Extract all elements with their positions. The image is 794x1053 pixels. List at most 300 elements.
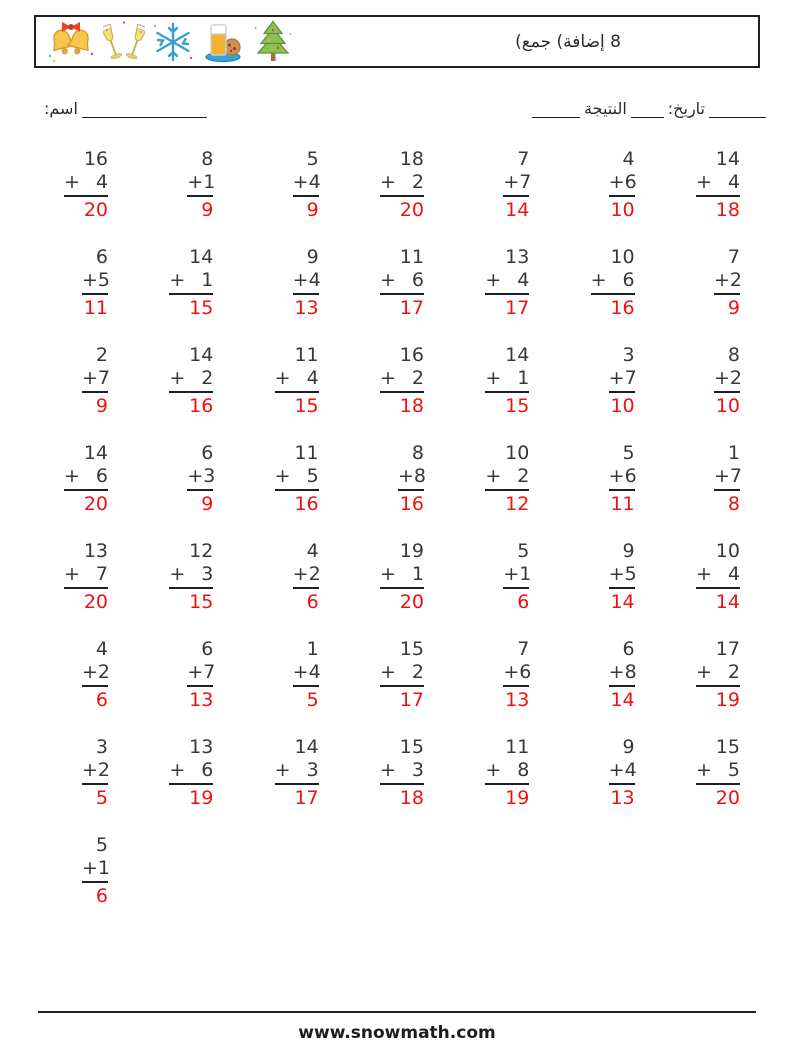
- top-addend: 2: [95, 344, 108, 366]
- top-addend: 5: [306, 148, 319, 170]
- problem-cell: [62, 442, 108, 515]
- answer-value: 17: [294, 787, 319, 809]
- answer-value: 19: [715, 689, 740, 711]
- top-addend: 17: [715, 638, 740, 660]
- answer-value: 9: [727, 297, 740, 319]
- addition-problem: [187, 638, 216, 712]
- plus-sign: +: [82, 269, 98, 291]
- second-addend: 7: [95, 563, 108, 585]
- problem-cell: [167, 246, 213, 319]
- top-addend: 7: [727, 246, 740, 268]
- operator-row: [485, 367, 529, 390]
- second-addend: 6: [201, 759, 214, 781]
- plus-sign: +: [608, 367, 625, 389]
- problem-cell: [273, 344, 319, 417]
- result-blank-line: [532, 101, 580, 118]
- plus-sign: +: [274, 759, 291, 781]
- second-addend: 1: [201, 269, 214, 291]
- problem-cell: [167, 540, 213, 613]
- operator-row: [591, 269, 635, 292]
- operator-row: [609, 759, 635, 782]
- answer-value: 6: [306, 591, 319, 613]
- problem-cell: [167, 148, 216, 221]
- problem-cell: [589, 246, 635, 319]
- plus-sign: +: [82, 661, 98, 683]
- problem-cell: [378, 540, 424, 613]
- plus-sign: +: [187, 171, 204, 193]
- result-label: النتيجة: [584, 99, 627, 118]
- top-addend: 15: [399, 736, 424, 758]
- second-addend: 5: [727, 759, 740, 781]
- second-addend: 1: [97, 857, 111, 879]
- problem-cell: [62, 246, 111, 319]
- top-addend: 14: [83, 442, 108, 464]
- top-addend: 11: [399, 246, 424, 268]
- plus-sign: +: [379, 171, 396, 193]
- top-addend: 5: [95, 834, 108, 856]
- top-addend: 7: [517, 638, 530, 660]
- operator-row: [64, 465, 108, 488]
- answer-line: [609, 783, 635, 785]
- second-addend: 4: [517, 269, 530, 291]
- second-addend: 2: [308, 563, 321, 585]
- addition-problem: [82, 246, 111, 320]
- plus-sign: +: [292, 563, 309, 585]
- plus-sign: +: [379, 563, 396, 585]
- plus-sign: +: [608, 563, 625, 585]
- answer-line: [380, 195, 424, 197]
- second-addend: 1: [519, 563, 532, 585]
- top-addend: 13: [189, 736, 214, 758]
- addition-problem: [591, 246, 635, 320]
- problem-cell: [167, 344, 213, 417]
- problem-cell: [589, 834, 635, 907]
- answer-line: [696, 685, 740, 687]
- operator-row: [609, 171, 635, 194]
- operator-row: [696, 171, 740, 194]
- operator-row: [696, 661, 740, 684]
- addition-problem: [380, 246, 424, 320]
- top-addend: 6: [95, 246, 108, 268]
- operator-row: [380, 661, 424, 684]
- operator-row: [187, 465, 216, 488]
- plus-sign: +: [64, 171, 80, 193]
- problem-cell: [167, 638, 216, 711]
- operator-row: [64, 563, 108, 586]
- addition-problem: [714, 246, 740, 320]
- addition-problem: [64, 148, 108, 222]
- plus-sign: +: [608, 171, 625, 193]
- plus-sign: +: [695, 171, 712, 193]
- answer-line: [293, 293, 319, 295]
- answer-value: 14: [715, 591, 740, 613]
- answer-value: 20: [83, 199, 108, 221]
- addition-problem: [275, 344, 319, 418]
- plus-sign: +: [590, 269, 607, 291]
- answer-value: 14: [505, 199, 530, 221]
- operator-row: [293, 269, 319, 292]
- second-addend: 5: [306, 465, 319, 487]
- plus-sign: +: [82, 857, 98, 879]
- problem-cell: [273, 540, 319, 613]
- second-addend: 1: [517, 367, 530, 389]
- second-addend: 2: [411, 367, 424, 389]
- problem-cell: [273, 148, 319, 221]
- answer-value: 11: [610, 493, 635, 515]
- top-addend: 5: [622, 442, 635, 464]
- problem-cell: [62, 148, 108, 221]
- operator-row: [275, 367, 319, 390]
- answer-value: 15: [294, 395, 319, 417]
- problem-row: [62, 246, 740, 319]
- second-addend: 2: [517, 465, 530, 487]
- operator-row: [503, 171, 532, 194]
- operator-row: [485, 759, 529, 782]
- top-addend: 12: [189, 540, 214, 562]
- addition-problem: [293, 638, 319, 712]
- addition-problem: [169, 344, 213, 418]
- operator-row: [64, 171, 108, 194]
- addition-problem: [64, 442, 108, 516]
- problem-cell: [589, 344, 635, 417]
- info-row: [40, 92, 766, 118]
- answer-value: 18: [399, 395, 424, 417]
- addition-problem: [609, 442, 635, 516]
- answer-line: [609, 195, 635, 197]
- answer-line: [82, 391, 108, 393]
- second-addend: 5: [624, 563, 637, 585]
- second-addend: 6: [411, 269, 424, 291]
- second-addend: 2: [411, 171, 424, 193]
- answer-value: 16: [399, 493, 424, 515]
- answer-value: 5: [306, 689, 319, 711]
- operator-row: [187, 171, 216, 194]
- top-addend: 14: [715, 148, 740, 170]
- operator-row: [380, 367, 424, 390]
- second-addend: 3: [203, 465, 216, 487]
- problems-grid: [62, 148, 740, 932]
- problem-cell: [378, 148, 424, 221]
- top-addend: 8: [411, 442, 424, 464]
- addition-problem: [696, 638, 740, 712]
- addition-problem: [398, 442, 424, 516]
- problem-cell: [378, 246, 424, 319]
- second-addend: 5: [97, 269, 111, 291]
- addition-problem: [503, 148, 532, 222]
- addition-problem: [293, 148, 319, 222]
- answer-value: 13: [189, 689, 214, 711]
- answer-line: [82, 881, 108, 883]
- second-addend: 6: [624, 465, 637, 487]
- problem-cell: [167, 736, 213, 809]
- answer-line: [169, 391, 213, 393]
- operator-row: [293, 563, 319, 586]
- problem-cell: [62, 834, 111, 907]
- addition-problem: [696, 540, 740, 614]
- addition-problem: [696, 148, 740, 222]
- second-addend: 7: [97, 367, 111, 389]
- top-addend: 7: [517, 148, 530, 170]
- plus-sign: +: [169, 759, 186, 781]
- top-addend: 6: [201, 442, 214, 464]
- top-addend: 15: [399, 638, 424, 660]
- answer-line: [187, 685, 213, 687]
- second-addend: 8: [624, 661, 637, 683]
- answer-line: [64, 587, 108, 589]
- answer-line: [591, 293, 635, 295]
- answer-line: [82, 685, 108, 687]
- top-addend: 11: [294, 344, 319, 366]
- plus-sign: +: [608, 465, 625, 487]
- plus-sign: +: [64, 563, 80, 585]
- plus-sign: +: [485, 759, 502, 781]
- answer-value: 17: [505, 297, 530, 319]
- problem-cell: [589, 638, 635, 711]
- problem-cell: [483, 540, 532, 613]
- addition-problem: [82, 638, 111, 712]
- answer-line: [398, 489, 424, 491]
- operator-row: [609, 465, 635, 488]
- plus-sign: +: [713, 269, 730, 291]
- answer-value: 19: [505, 787, 530, 809]
- plus-sign: +: [379, 269, 396, 291]
- addition-problem: [503, 540, 532, 614]
- addition-problem: [293, 246, 319, 320]
- name-label: اسم:: [44, 99, 78, 118]
- problem-cell: [483, 442, 529, 515]
- plus-sign: +: [503, 563, 520, 585]
- operator-row: [169, 563, 213, 586]
- festive-icons: [46, 20, 294, 64]
- addition-problem: [82, 344, 111, 418]
- top-addend: 18: [399, 148, 424, 170]
- top-addend: 15: [715, 736, 740, 758]
- answer-line: [293, 195, 319, 197]
- plus-sign: +: [503, 171, 520, 193]
- top-addend: 14: [189, 246, 214, 268]
- addition-problem: [485, 442, 529, 516]
- answer-line: [609, 685, 635, 687]
- milk-cookies-icon: [201, 20, 245, 64]
- addition-problem: [82, 736, 111, 810]
- problem-row: [62, 344, 740, 417]
- addition-problem: [503, 638, 532, 712]
- second-addend: 1: [203, 171, 216, 193]
- answer-line: [187, 195, 213, 197]
- second-addend: 7: [519, 171, 532, 193]
- answer-line: [380, 783, 424, 785]
- answer-line: [187, 489, 213, 491]
- operator-row: [380, 171, 424, 194]
- plus-sign: +: [379, 367, 396, 389]
- problem-cell: [378, 736, 424, 809]
- plus-sign: +: [274, 367, 291, 389]
- second-addend: 6: [622, 269, 635, 291]
- operator-row: [293, 661, 319, 684]
- answer-value: 9: [95, 395, 108, 417]
- operator-row: [82, 661, 111, 684]
- problem-row: [62, 442, 740, 515]
- problem-cell: [694, 736, 740, 809]
- plus-sign: +: [379, 759, 396, 781]
- footer-divider: [38, 1011, 756, 1013]
- operator-row: [169, 759, 213, 782]
- operator-row: [609, 367, 635, 390]
- answer-value: 17: [399, 689, 424, 711]
- addition-problem: [169, 540, 213, 614]
- problem-cell: [273, 638, 319, 711]
- second-addend: 4: [727, 563, 740, 585]
- addition-problem: [485, 344, 529, 418]
- top-addend: 16: [399, 344, 424, 366]
- second-addend: 4: [308, 269, 321, 291]
- plus-sign: +: [274, 465, 291, 487]
- top-addend: 3: [95, 736, 108, 758]
- plus-sign: +: [695, 661, 712, 683]
- answer-value: 14: [610, 591, 635, 613]
- problem-cell: [694, 148, 740, 221]
- answer-value: 9: [201, 493, 214, 515]
- second-addend: 6: [519, 661, 532, 683]
- second-addend: 2: [729, 269, 742, 291]
- addition-problem: [187, 148, 216, 222]
- operator-row: [380, 563, 424, 586]
- problem-cell: [483, 246, 529, 319]
- second-addend: 4: [95, 171, 108, 193]
- answer-line: [64, 195, 108, 197]
- problem-row: [62, 834, 740, 907]
- problem-cell: [62, 540, 108, 613]
- answer-value: 6: [517, 591, 530, 613]
- addition-problem: [380, 148, 424, 222]
- problem-cell: [273, 246, 319, 319]
- addition-problem: [609, 736, 635, 810]
- answer-value: 14: [610, 689, 635, 711]
- problem-cell: [62, 638, 111, 711]
- second-addend: 3: [306, 759, 319, 781]
- problem-cell: [378, 442, 424, 515]
- answer-value: 20: [83, 493, 108, 515]
- addition-problem: [609, 148, 635, 222]
- top-addend: 1: [727, 442, 740, 464]
- name-blank-line: [82, 101, 207, 118]
- plus-sign: +: [608, 661, 625, 683]
- answer-line: [485, 783, 529, 785]
- answer-line: [503, 685, 529, 687]
- answer-value: 20: [83, 591, 108, 613]
- addition-problem: [714, 344, 740, 418]
- middle-blank-line: [631, 101, 664, 118]
- problem-cell: [378, 638, 424, 711]
- top-addend: 10: [610, 246, 635, 268]
- operator-row: [714, 269, 740, 292]
- answer-value: 5: [95, 787, 108, 809]
- problem-row: [62, 638, 740, 711]
- answer-line: [293, 685, 319, 687]
- addition-problem: [609, 638, 635, 712]
- top-addend: 13: [505, 246, 530, 268]
- operator-row: [503, 661, 532, 684]
- plus-sign: +: [485, 269, 502, 291]
- bells-icon: [46, 20, 96, 64]
- second-addend: 2: [727, 661, 740, 683]
- top-addend: 19: [399, 540, 424, 562]
- addition-problem: [275, 736, 319, 810]
- operator-row: [187, 661, 216, 684]
- problem-cell: [273, 834, 319, 907]
- answer-line: [82, 783, 108, 785]
- problem-cell: [378, 834, 424, 907]
- addition-problem: [293, 540, 319, 614]
- problem-cell: [378, 344, 424, 417]
- problem-cell: [589, 442, 635, 515]
- operator-row: [82, 759, 111, 782]
- answer-line: [169, 783, 213, 785]
- second-addend: 7: [203, 661, 216, 683]
- second-addend: 8: [517, 759, 530, 781]
- answer-line: [609, 489, 635, 491]
- operator-row: [293, 171, 319, 194]
- operator-row: [380, 269, 424, 292]
- problem-cell: [483, 638, 532, 711]
- second-addend: 1: [411, 563, 424, 585]
- snowflake-icon: [152, 20, 194, 64]
- answer-line: [609, 587, 635, 589]
- answer-value: 11: [83, 297, 108, 319]
- top-addend: 8: [201, 148, 214, 170]
- operator-row: [696, 759, 740, 782]
- problem-cell: [694, 344, 740, 417]
- answer-value: 20: [715, 787, 740, 809]
- answer-value: 9: [201, 199, 214, 221]
- addition-problem: [696, 736, 740, 810]
- answer-line: [696, 587, 740, 589]
- problem-cell: [694, 834, 740, 907]
- answer-line: [275, 391, 319, 393]
- operator-row: [485, 269, 529, 292]
- addition-problem: [275, 442, 319, 516]
- plus-sign: +: [503, 661, 520, 683]
- answer-value: 6: [95, 689, 108, 711]
- answer-value: 20: [399, 199, 424, 221]
- addition-problem: [380, 638, 424, 712]
- answer-line: [380, 293, 424, 295]
- plus-sign: +: [292, 269, 309, 291]
- problem-cell: [62, 736, 111, 809]
- operator-row: [169, 367, 213, 390]
- answer-line: [293, 587, 319, 589]
- top-addend: 9: [622, 736, 635, 758]
- operator-row: [275, 759, 319, 782]
- problem-cell: [694, 638, 740, 711]
- top-addend: 4: [306, 540, 319, 562]
- answer-line: [380, 587, 424, 589]
- answer-line: [714, 391, 740, 393]
- problem-cell: [694, 442, 740, 515]
- answer-line: [275, 783, 319, 785]
- operator-row: [398, 465, 424, 488]
- addition-problem: [380, 344, 424, 418]
- problem-cell: [694, 540, 740, 613]
- plus-sign: +: [187, 465, 204, 487]
- answer-value: 16: [189, 395, 214, 417]
- website-text: www.snowmath.com: [298, 1023, 496, 1043]
- top-addend: 6: [622, 638, 635, 660]
- plus-sign: +: [187, 661, 204, 683]
- addition-problem: [485, 246, 529, 320]
- answer-value: 8: [727, 493, 740, 515]
- problem-cell: [483, 148, 532, 221]
